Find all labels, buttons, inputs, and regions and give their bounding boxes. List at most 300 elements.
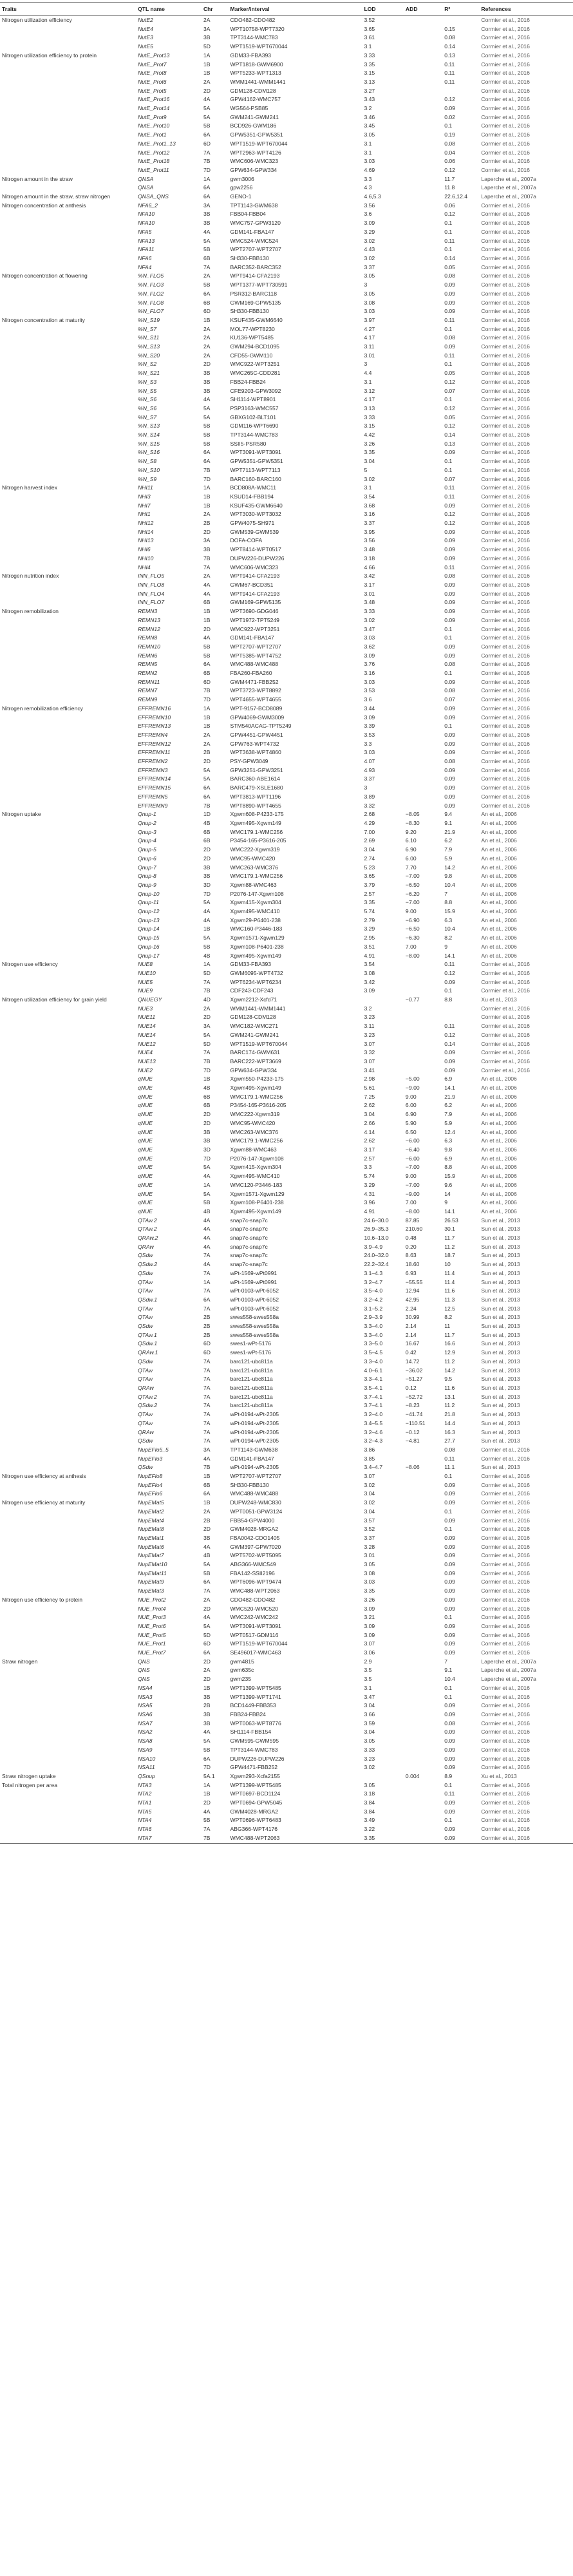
lod-cell: 2.62 [364, 1102, 375, 1109]
lod-cell: 3.09 [364, 1631, 375, 1638]
add-cell [404, 1710, 442, 1719]
trait-cell [0, 475, 136, 484]
qtl-name-cell: Qnup-14 [138, 925, 160, 933]
r2-cell: 0.07 [444, 475, 455, 482]
qtl-name-cell: NutE_Prot8 [138, 70, 167, 77]
add-cell: 7.70 [405, 864, 417, 871]
chr-cell: 6A [203, 449, 211, 456]
add-cell [404, 440, 442, 449]
marker-cell: WPT0063-WPT8776 [230, 1719, 281, 1727]
reference-cell: Cormier et al., 2016 [481, 237, 530, 244]
qtl-name-cell: Qnup-17 [138, 952, 160, 959]
reference-cell: An et al., 2006 [481, 1119, 517, 1126]
r2-cell: 0.09 [444, 281, 455, 289]
marker-cell: FBA260-FBA260 [230, 670, 272, 677]
lod-cell: 3.1–4.3 [364, 1269, 383, 1276]
chr-cell: 6A [203, 784, 211, 791]
r2-cell: 0.06 [444, 158, 455, 165]
r2-cell: 6.2 [444, 1102, 453, 1109]
marker-cell: WPT0697-BCD1124 [230, 1790, 281, 1797]
marker-cell: FBB24-FBB24 [230, 378, 266, 385]
marker-cell: WMC488-WMC488 [230, 661, 279, 668]
table-row [0, 1101, 573, 1110]
lod-cell: 2.9–3.9 [364, 1314, 383, 1321]
qtl-name-cell: NHI1 [138, 511, 151, 518]
reference-cell: Cormier et al., 2016 [481, 978, 530, 985]
chr-cell: 3B [203, 1711, 211, 1718]
trait-cell [0, 104, 136, 113]
add-cell [404, 536, 442, 545]
add-cell [404, 1622, 442, 1631]
chr-cell: 6A [203, 1578, 211, 1586]
add-cell [404, 1005, 442, 1014]
marker-cell: GPW4451-GPW4451 [230, 731, 283, 738]
lod-cell: 3.5 [364, 1667, 372, 1674]
lod-cell: 3.01 [364, 352, 375, 359]
r2-cell: 0.1 [444, 1817, 453, 1824]
reference-cell: Cormier et al., 2016 [481, 131, 530, 138]
reference-cell: Cormier et al., 2016 [481, 1508, 530, 1515]
table-row [0, 1349, 573, 1358]
table-row [0, 25, 573, 34]
chr-cell: 3B [203, 220, 211, 227]
trait-cell: Nitrogen remobilization efficiency [2, 705, 83, 712]
marker-cell: GPW4162-WMC757 [230, 96, 281, 103]
chr-cell: 2B [203, 1323, 211, 1330]
add-cell [404, 484, 442, 493]
r2-cell: 15.9 [444, 908, 455, 915]
marker-cell: SH330-FBB130 [230, 1481, 269, 1488]
r2-cell: 11.6 [444, 1287, 455, 1294]
lod-cell: 3.53 [364, 687, 375, 694]
lod-cell: 4.17 [364, 396, 375, 403]
marker-cell: wPt-0194-wPt-2305 [230, 1411, 279, 1418]
trait-cell [0, 360, 136, 369]
lod-cell: 3.48 [364, 599, 375, 606]
table-row [0, 652, 573, 661]
lod-cell: 3.32 [364, 1049, 375, 1056]
chr-cell: 2A [203, 1667, 211, 1674]
marker-cell: FBA0042-CDO1405 [230, 1534, 280, 1541]
qtl-name-cell: REMN5 [138, 661, 158, 668]
qtl-name-cell: QNS [138, 1667, 150, 1674]
lod-cell: 3.35 [364, 1587, 375, 1595]
trait-cell [0, 1260, 136, 1269]
qtl-name-cell: Qnup-13 [138, 916, 160, 923]
trait-cell [0, 395, 136, 404]
chr-cell: 1B [203, 502, 211, 509]
qtl-name-cell: NUE4 [138, 1049, 153, 1056]
r2-cell: 0.09 [442, 1834, 479, 1843]
add-cell [404, 334, 442, 343]
qtl-name-cell: REMN3 [138, 608, 158, 615]
chr-cell: 3B [203, 546, 211, 553]
reference-cell: An et al., 2006 [481, 934, 517, 942]
qtl-name-cell: NupEMat9 [138, 1578, 164, 1586]
trait-cell [0, 1419, 136, 1428]
lod-cell: 4.43 [364, 246, 375, 253]
chr-cell: 5B [203, 440, 211, 447]
r2-cell: 14.1 [444, 952, 455, 959]
marker-cell: P2076-147-Xgwm108 [230, 890, 284, 897]
chr-cell: 7A [203, 1367, 211, 1374]
table-row [0, 519, 573, 528]
table-row [0, 440, 573, 449]
r2-cell: 0.09 [444, 731, 455, 738]
trait-cell: Nitrogen amount in the straw, straw nitrogen [2, 193, 111, 200]
trait-cell [0, 890, 136, 899]
reference-cell: Cormier et al., 2016 [481, 537, 530, 544]
trait-cell [0, 219, 136, 228]
lod-cell: 3 [364, 281, 368, 289]
add-cell: 6.50 [405, 1128, 417, 1135]
chr-cell: 6B [203, 254, 211, 261]
trait-cell [0, 228, 136, 237]
table-row [0, 545, 573, 554]
table-row [0, 1066, 573, 1075]
reference-cell: An et al., 2006 [481, 916, 517, 923]
chr-cell: 2A [203, 1596, 211, 1603]
table-row [0, 1719, 573, 1728]
trait-cell [0, 1631, 136, 1640]
qtl-name-cell: QTAw.2 [138, 1226, 157, 1233]
trait-cell [0, 669, 136, 678]
r2-cell: 0.1 [444, 220, 453, 227]
marker-cell: WPT-9157-BCD8089 [230, 705, 283, 712]
marker-cell: P3454-165-P3616-205 [230, 1102, 286, 1109]
qtl-name-cell: qNUE [138, 1075, 153, 1083]
lod-cell: 3 [364, 361, 368, 368]
table-row [0, 1472, 573, 1481]
r2-cell: 18.7 [444, 1252, 455, 1259]
qtl-name-cell: QTAw.1 [138, 1331, 157, 1338]
qtl-name-cell: EFFREMN11 [138, 749, 171, 756]
trait-cell [0, 140, 136, 149]
add-cell [404, 360, 442, 369]
reference-cell: Cormier et al., 2016 [481, 511, 530, 518]
qtl-name-cell: Qnup-8 [138, 873, 156, 880]
trait-cell [0, 907, 136, 916]
trait-cell [0, 1455, 136, 1464]
add-cell: −9.00 [405, 1190, 420, 1197]
chr-cell: 6D [203, 308, 211, 315]
add-cell [404, 493, 442, 502]
chr-cell: 3A [203, 537, 211, 544]
qtl-name-cell: NutE3 [138, 34, 153, 41]
qtl-name-cell: Qnup-12 [138, 908, 160, 915]
reference-cell: Cormier et al., 2016 [481, 281, 530, 289]
reference-cell: An et al., 2006 [481, 1102, 517, 1109]
add-cell [404, 748, 442, 757]
marker-cell: Xgwm495-Xgwm149 [230, 819, 281, 826]
trait-cell [0, 925, 136, 934]
add-cell: −5.00 [405, 1075, 420, 1083]
r2-cell: 0.05 [444, 370, 455, 377]
add-cell [404, 678, 442, 687]
lod-cell: 3.62 [364, 643, 375, 650]
trait-cell [0, 1146, 136, 1155]
reference-cell: An et al., 2006 [481, 1111, 517, 1118]
table-row [0, 1419, 573, 1428]
r2-cell: 0.09 [444, 1057, 455, 1065]
chr-cell: 5B [203, 122, 211, 129]
r2-cell: 0.11 [444, 316, 455, 323]
trait-cell [0, 166, 136, 175]
trait-cell [0, 431, 136, 440]
marker-cell: Xgwm495-Xgwm149 [230, 952, 281, 959]
reference-cell: Sun et al., 2013 [481, 1217, 520, 1224]
lod-cell: 3.54 [364, 493, 375, 500]
marker-cell: WMC182-WMC271 [230, 1023, 279, 1030]
table-row [0, 193, 573, 202]
chr-cell: 1A [203, 52, 211, 59]
marker-cell: BARC479-XSLE1680 [230, 784, 283, 791]
lod-cell: 3.09 [364, 220, 375, 227]
marker-cell: PSR312-BARC118 [230, 290, 277, 297]
marker-cell: WMC95-WMC420 [230, 855, 276, 862]
table-row [0, 1269, 573, 1278]
trait-cell: Nitrogen amount in the straw [2, 175, 73, 182]
qtl-name-cell: NutE_Prot18 [138, 158, 170, 165]
r2-cell: 0.11 [444, 70, 455, 77]
table-row [0, 1358, 573, 1367]
reference-cell: Sun et al., 2013 [481, 1243, 520, 1250]
reference-cell: Cormier et al., 2016 [481, 440, 530, 447]
reference-cell: Cormier et al., 2016 [481, 714, 530, 721]
chr-cell: 7B [203, 554, 211, 562]
qtl-name-cell: NutE_Prot5 [138, 87, 167, 94]
chr-cell: 7A [203, 1305, 211, 1312]
trait-cell [0, 643, 136, 652]
lod-cell: 4.42 [364, 431, 375, 439]
r2-cell: 0.09 [444, 1569, 455, 1577]
marker-cell: DUPW226-DUPW226 [230, 554, 285, 562]
table-row [0, 1410, 573, 1419]
lod-cell: 3.57 [364, 1517, 375, 1524]
qtl-name-cell: NutE2 [138, 17, 153, 23]
chr-cell: 1B [203, 1790, 211, 1797]
table-row [0, 952, 573, 961]
trait-cell [0, 598, 136, 607]
trait-cell [0, 1110, 136, 1119]
r2-cell: 11.8 [444, 184, 455, 191]
qtl-name-cell: %N_S2 [138, 361, 157, 368]
marker-cell: BARC174-GWM631 [230, 1049, 280, 1056]
table-row [0, 934, 573, 943]
chr-cell: 1B [203, 493, 211, 500]
add-cell [404, 1649, 442, 1658]
qtl-name-cell: NTA5 [138, 1808, 152, 1815]
marker-cell: GDM33-FBA393 [230, 961, 272, 968]
r2-cell: 9.4 [444, 811, 453, 818]
marker-cell: Xgwm1571-Xgwm129 [230, 1190, 285, 1197]
r2-cell: 0.09 [444, 608, 455, 615]
qtl-name-cell: QSdw.2 [138, 1261, 158, 1268]
marker-cell: GDM33-FBA393 [230, 52, 272, 59]
r2-cell: 0.09 [444, 1826, 455, 1833]
table-row [0, 352, 573, 361]
qtl-name-cell: QNUEGY [138, 996, 162, 1003]
reference-cell: Cormier et al., 2016 [481, 334, 530, 341]
r2-cell: 11.2 [444, 1243, 455, 1250]
trait-cell: Nitrogen use efficiency at maturity [2, 1499, 86, 1506]
chr-cell: 3A [203, 1446, 211, 1453]
qtl-name-cell: NupEMat7 [138, 1552, 164, 1559]
trait-cell [0, 1446, 136, 1455]
lod-cell: 3.09 [364, 1605, 375, 1612]
add-cell [404, 299, 442, 308]
reference-cell: Cormier et al., 2016 [481, 1446, 530, 1453]
marker-cell: WPT1399-WPT5485 [230, 1781, 281, 1788]
trait-cell [0, 1040, 136, 1049]
trait-cell [0, 1481, 136, 1490]
add-cell [404, 802, 442, 811]
chr-cell: 6A [203, 1296, 211, 1303]
lod-cell: 3.16 [364, 670, 375, 677]
lod-cell: 2.69 [364, 837, 375, 844]
trait-cell [0, 1137, 136, 1146]
marker-cell: WMC488-WMC488 [230, 1490, 279, 1497]
reference-cell: Sun et al., 2013 [481, 1402, 520, 1409]
lod-cell: 4.91 [364, 952, 375, 959]
trait-cell [0, 245, 136, 254]
trait-cell [0, 1508, 136, 1517]
reference-cell: Cormier et al., 2016 [481, 634, 530, 641]
trait-cell [0, 1075, 136, 1084]
qtl-name-cell: QSdw.2 [138, 1402, 158, 1409]
table-row [0, 564, 573, 573]
chr-cell: 2D [203, 625, 211, 632]
lod-cell: 3.04 [364, 458, 375, 465]
table-row [0, 1128, 573, 1137]
r2-cell: 7.9 [444, 1111, 453, 1118]
table-row [0, 554, 573, 564]
r2-cell: 6.2 [444, 837, 453, 844]
reference-cell: Cormier et al., 2016 [481, 1693, 530, 1700]
r2-cell: 8.2 [444, 1314, 453, 1321]
table-row [0, 819, 573, 828]
table-row [0, 325, 573, 334]
r2-cell: 0.13 [444, 440, 455, 447]
lod-cell: 3.84 [364, 1808, 375, 1815]
r2-cell: 0.11 [444, 1790, 455, 1797]
table-row [0, 987, 573, 996]
marker-cell: WPT3723-WPT8892 [230, 687, 281, 694]
trait-cell: Total nitrogen per area [2, 1781, 57, 1788]
add-cell [404, 1057, 442, 1066]
table-row [0, 607, 573, 616]
add-cell [404, 987, 442, 996]
add-cell [404, 228, 442, 237]
trait-cell [0, 581, 136, 590]
add-cell [404, 564, 442, 573]
marker-cell: swes558-swes558a [230, 1331, 279, 1338]
lod-cell: 3.95 [364, 528, 375, 535]
r2-cell: 14 [444, 1190, 451, 1197]
marker-cell: snap7c-snap7c [230, 1252, 268, 1259]
qtl-name-cell: NSA3 [138, 1693, 153, 1700]
table-row [0, 1305, 573, 1314]
chr-cell: 7A [203, 978, 211, 985]
lod-cell: 3.2–4.6 [364, 1428, 383, 1435]
chr-cell: 1A [203, 1278, 211, 1285]
marker-cell: Xgwm495-Xgwm149 [230, 1208, 281, 1215]
qtl-name-cell: %N_S15 [138, 440, 160, 447]
marker-cell: KU136-WPT5485 [230, 334, 274, 341]
chr-cell: 2D [203, 87, 211, 94]
add-cell: 87.85 [405, 1217, 420, 1224]
trait-cell [0, 1057, 136, 1066]
marker-cell: Xgwm608-P4233-175 [230, 811, 284, 818]
trait-cell [0, 1296, 136, 1305]
marker-cell: TPT3144-WMC783 [230, 1746, 278, 1753]
trait-cell [0, 263, 136, 272]
marker-cell: snap7c-snap7c [230, 1217, 268, 1224]
chr-cell: 7A [203, 1437, 211, 1444]
r2-cell: 9.1 [444, 1667, 453, 1674]
r2-cell: 0.09 [444, 546, 455, 553]
reference-cell: Sun et al., 2013 [481, 1376, 520, 1383]
lod-cell: 3 [364, 784, 368, 791]
marker-cell: WMC222-Xgwm319 [230, 1111, 280, 1118]
marker-cell: WMC263-WMC376 [230, 864, 279, 871]
qtl-name-cell: QSdw [138, 1269, 153, 1276]
r2-cell: 10.4 [444, 881, 455, 888]
add-cell [404, 352, 442, 361]
table-row [0, 1578, 573, 1587]
marker-cell: CFD55-GWM110 [230, 352, 273, 359]
chr-cell: 6A [203, 458, 211, 465]
trait-cell [0, 1401, 136, 1410]
trait-cell: Nitrogen use efficiency [2, 961, 58, 968]
qtl-name-cell: %N_FLO8 [138, 299, 164, 306]
qtl-name-cell: NFA10 [138, 220, 155, 227]
reference-cell: An et al., 2006 [481, 1155, 517, 1162]
r2-cell: 0.11 [444, 1455, 455, 1462]
marker-cell: WPT0696-WPT6483 [230, 1817, 281, 1824]
table-row [0, 140, 573, 149]
marker-cell: GDM128-CDM128 [230, 87, 276, 94]
qtl-name-cell: %N_S7 [138, 413, 157, 421]
qtl-name-cell: qNUE [138, 1190, 153, 1197]
trait-cell [0, 757, 136, 766]
chr-cell: 3B [203, 34, 211, 41]
r2-cell: 0.09 [444, 1552, 455, 1559]
reference-cell: Cormier et al., 2016 [481, 723, 530, 730]
add-cell: −52.72 [405, 1393, 423, 1400]
trait-cell [0, 1208, 136, 1217]
marker-cell: Xgwm2212-Xcfd71 [230, 996, 277, 1003]
table-row [0, 581, 573, 590]
qtl-name-cell: QSdw [138, 1464, 153, 1471]
lod-cell: 3.5–4.1 [364, 1384, 383, 1391]
r2-cell: 0.09 [444, 308, 455, 315]
chr-cell: 5A [203, 1190, 211, 1197]
r2-cell: 12.4 [444, 1128, 455, 1135]
trait-cell [0, 95, 136, 104]
trait-cell [0, 714, 136, 723]
chr-cell: 7D [203, 1155, 211, 1162]
lod-cell: 3.46 [364, 113, 375, 120]
qtl-name-cell: Qnup-16 [138, 943, 160, 950]
marker-cell: wPt-1569-wPt0991 [230, 1269, 277, 1276]
r2-cell: 0.09 [444, 978, 455, 985]
marker-cell: SH1114-FBB154 [230, 1728, 272, 1736]
r2-cell [442, 1013, 479, 1022]
qtl-name-cell: NSA10 [138, 1755, 156, 1762]
add-cell: −0.12 [405, 1428, 420, 1435]
lod-cell: 3.4–5.5 [364, 1419, 383, 1426]
